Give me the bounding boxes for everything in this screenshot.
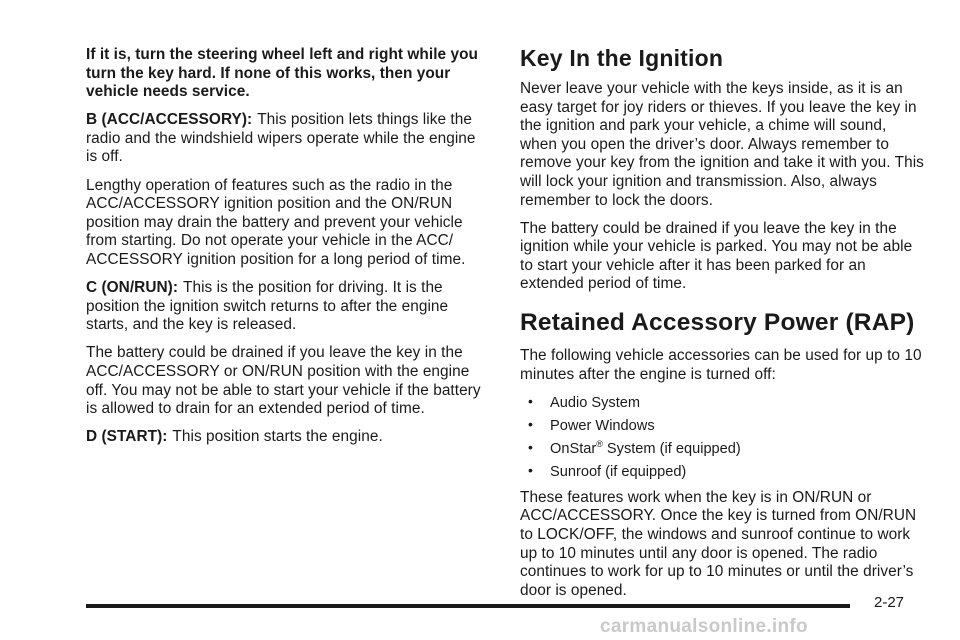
rap-intro-paragraph: The following vehicle accessories can be used for up to 10 minutes after the engine is turned off: [520, 347, 922, 383]
acc-accessory-text: This position lets things like the radio and the windshield wipers operate while the engine is off. [86, 111, 476, 166]
start-paragraph [86, 428, 486, 447]
registered-mark: ® [596, 438, 603, 449]
acc-accessory-paragraph [86, 111, 486, 167]
footer-rule [86, 604, 850, 608]
list-item-label: Sunroof (if equipped) [550, 463, 687, 480]
key-paragraph-1: Never leave your vehicle with the keys inside, as it is an easy target for joy riders or thieves. If you leave the key in the ignition and park your vehicle, a chime will sound, when you open the driver’s door. Always remember to remove your key from the ignition and take it with you. This will lock your ignition and transmission. Also, always remember to lock the doors. [520, 80, 924, 209]
bullet-icon: • [528, 438, 533, 455]
rap-heading: Retained Accessory Power (RAP) [520, 309, 915, 337]
start-term: D (START): [86, 428, 168, 446]
list-item [528, 394, 926, 412]
on-run-paragraph [86, 279, 486, 335]
right-column [520, 44, 926, 610]
bullet-icon: • [528, 461, 533, 478]
list-item-label: Audio System [550, 394, 641, 411]
on-run-text: This is the position for driving. It is the position the ignition switch returns to after the engine starts, and the key is released. [86, 279, 449, 334]
list-item [528, 417, 926, 435]
list-item [528, 463, 926, 481]
acc-accessory-term: B (ACC/ACCESSORY): [86, 111, 253, 129]
rap-paragraph-2: These features work when the key is in ON/RUN or ACC/ACCESSORY. Once the key is turned from ON/RUN to LOCK/OFF, the windows and sunroof continue to work up to 10 minutes until any door is opened. The radio continues to work for up to 10 minutes or until the driver’s door is opened. [520, 488, 917, 599]
key-paragraph-2: The battery could be drained if you leave the key in the ignition while your vehicle is parked. You may not be able to start your vehicle after it has been parked for an extended period of time. [520, 219, 913, 293]
list-item-label: OnStar [550, 440, 597, 457]
lengthy-operation-paragraph: Lengthy operation of features such as the radio in the ACC/ACCESSORY ignition position and the ON/RUN position may drain the battery and prevent your vehicle from starting. Do not operate your vehicle in the ACC/ ACCESSORY ignition position for a long period of time. [86, 176, 466, 268]
bullet-icon: • [528, 415, 533, 432]
start-text: This position starts the engine. [172, 428, 383, 446]
list-item-label: System (if equipped) [602, 440, 741, 457]
left-column [86, 46, 486, 456]
bullet-icon: • [528, 392, 533, 409]
list-item-label: Power Windows [550, 417, 655, 434]
warning-paragraph: If it is, turn the steering wheel left and right while you turn the key hard. If none of this works, then your vehicle needs service. [86, 46, 478, 101]
watermark: carmanualsonline.info [600, 616, 808, 637]
battery-drain-paragraph: The battery could be drained if you leave the key in the ACC/ACCESSORY or ON/RUN position with the engine off. You may not be able to start your vehicle if the battery is allowed to drain for an extended period of time. [86, 344, 481, 418]
accessory-list [520, 394, 926, 481]
key-in-ignition-heading: Key In the Ignition [520, 45, 724, 71]
list-item [528, 440, 926, 458]
on-run-term: C (ON/RUN): [86, 279, 179, 297]
page-number: 2-27 [874, 594, 905, 611]
